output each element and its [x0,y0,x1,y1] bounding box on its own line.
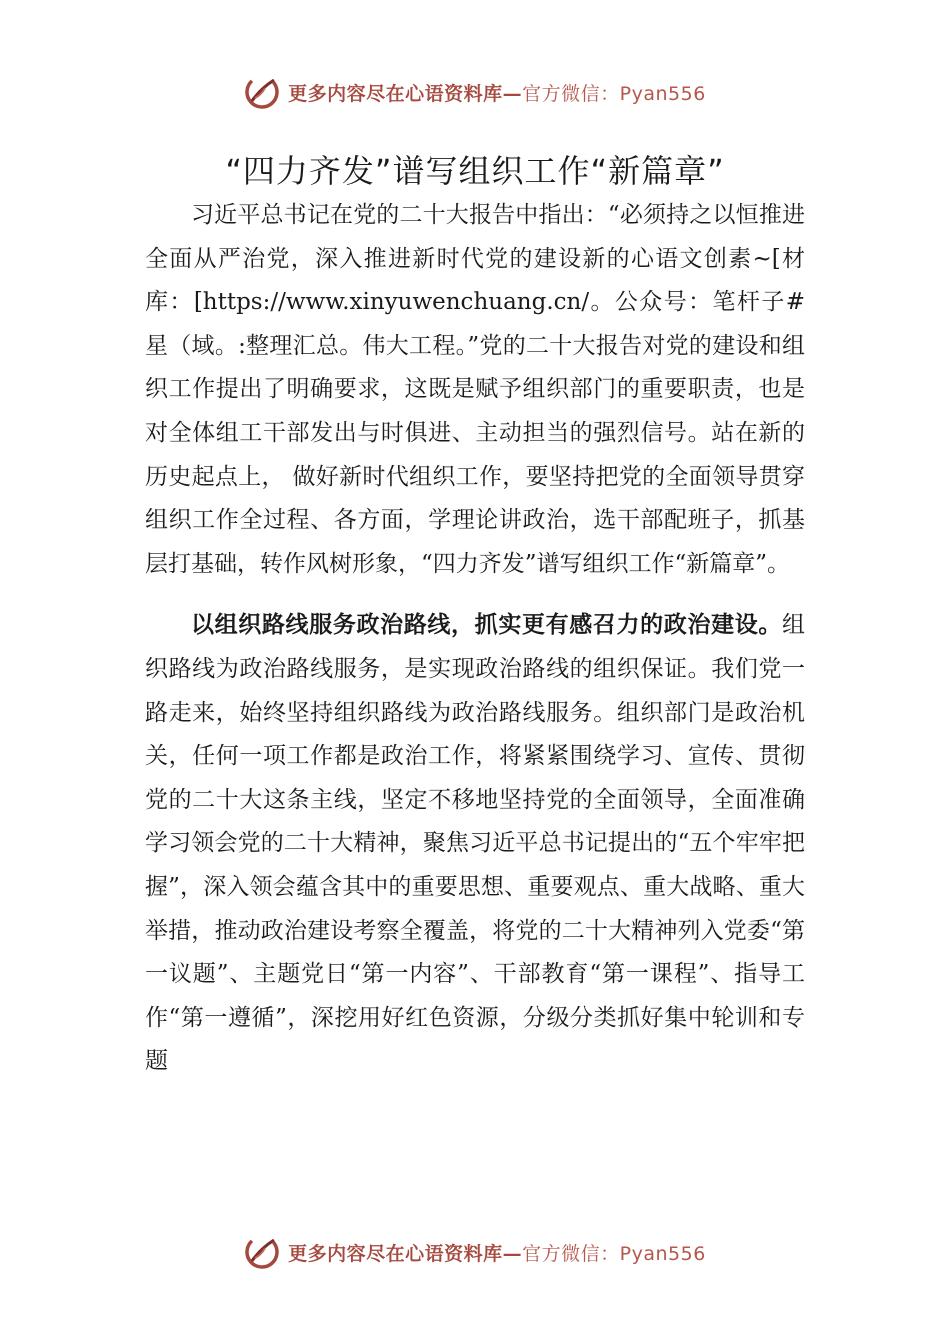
section-paragraph [145,604,805,1084]
banner-text: 更多内容尽在心语资料库—官方微信：Pyan556 [288,1242,706,1265]
brush-circle-logo-icon [244,74,280,110]
header-banner [0,72,950,112]
intro-paragraph: 习近平总书记在党的二十大报告中指出：“必须持之以恒推进全面从严治党，深入推进新时代党的建设新的心语文创素~[材库：[https://www.xinyuwenchuang.cn/。公众号：笔杆子#星（域。:整理汇总。伟大工程。”党的二十大报告对党的建设和组织工作提出了明确要求，这既是赋予组织部门的重要职责，也是对全体组工干部发出与时俱进、主动担当的强烈信号。站在新的历史起点上， 做好新时代组织工作，要坚持把党的全面领导贯穿组织工作全过程、各方面，学理论讲政治，选干部配班子，抓基层打基础，转作风树形象，“四力齐发”谱写组织工作“新篇章”。 [145,202,805,577]
section-body: 组织路线为政治路线服务，是实现政治路线的组织保证。我们党一路走来，始终坚持组织路线为政治路线服务。组织部门是政治机关，任何一项工作都是政治工作，将紧紧围绕学习、宣传、贯彻党的二十大这条主线，坚定不移地坚持党的全面领导，全面准确学习领会党的二十大精神，聚焦习近平总书记提出的“五个牢牢把握”，深入领会蕴含其中的重要思想、重要观点、重大战略、重大举措，推动政治建设考察全覆盖，将党的二十大精神列入党委“第一议题”、主题党日“第一内容”、干部教育“第一课程”、指导工作“第一遵循”，深挖用好红色资源，分级分类抓好集中轮训和专题 [145,612,805,1075]
document-body [145,194,805,1084]
brush-circle-logo-icon [244,1234,280,1270]
page-title: “四力齐发”谱写组织工作“新篇章” [225,152,725,190]
banner-text: 更多内容尽在心语资料库—官方微信：Pyan556 [288,82,706,105]
footer-banner [0,1232,950,1272]
section-heading: 以组织路线服务政治路线，抓实更有感召力的政治建设。 [191,612,782,639]
